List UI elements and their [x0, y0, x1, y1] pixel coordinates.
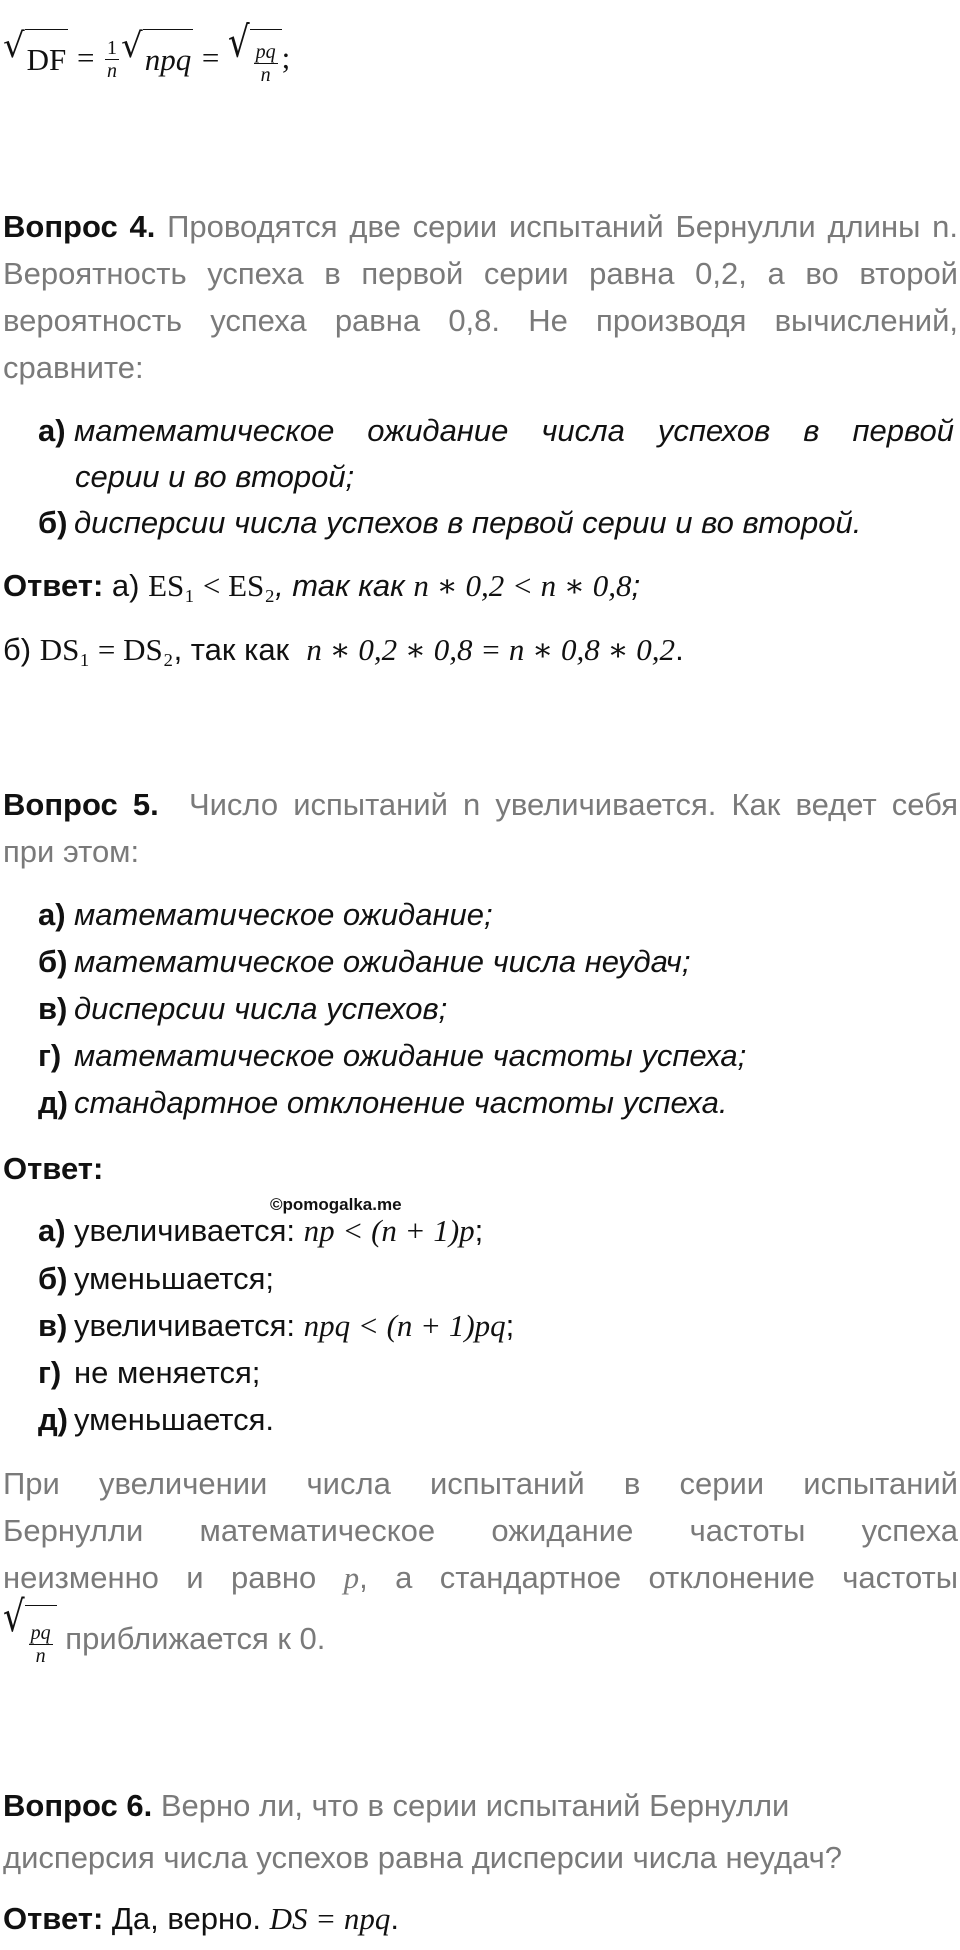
q6-answer: Ответ: Да, верно. DS = npq.: [3, 1901, 400, 1936]
question-5-label: Вопрос 5.: [3, 787, 159, 822]
q5-explanation-line2: Бернулли математическое ожидание частоты успеха: [3, 1513, 958, 1548]
question-6-line2: дисперсия числа успехов равна дисперсии числа неудач?: [3, 1840, 843, 1875]
question-4-label: Вопрос 4.: [3, 209, 156, 244]
q5-answer-c: в) увеличивается: npq < (n + 1)pq;: [38, 1308, 515, 1343]
q5-explanation-line4: √ $\frac{pq}{n}$ приближается к 0.: [3, 1604, 958, 1676]
q5-item-d: г) математическое ожидание частоты успеха;: [38, 1038, 747, 1073]
q5-explanation-line1: При увеличении числа испытаний в серии испытаний: [3, 1466, 958, 1501]
question-4-text: Проводятся две серии испытаний Бернулли длины n. Вероятность успеха в первой серии равна 0,2, а во второй вероятность успеха равна 0,8. Не производя вычислений, сравните:: [3, 209, 958, 385]
q5-answer-d: г) не меняется;: [38, 1355, 261, 1390]
question-6: Вопрос 6. Верно ли, что в серии испытаний Бернулли: [3, 1788, 790, 1823]
q4-answer-b: б) DS₁ = DS₂, так как n ∗ 0,2 ∗ 0,8 = n ∗ 0,8 ∗ 0,2.: [3, 632, 684, 667]
q4-item-a: а) математическое ожидание числа успехов в первой: [38, 413, 954, 448]
question-6-label: Вопрос 6.: [3, 1788, 153, 1823]
q4-answer-a: Ответ: а) ES₁ < ES₂, так как n ∗ 0,2 < n ∗ 0,8;: [3, 568, 641, 603]
q5-answer-label: Ответ:: [3, 1151, 104, 1186]
formula-top: √ DF = $\frac{1}{n}$ √ npq = √ $\frac{pq}{n}$ ;: [3, 28, 958, 90]
sqrt-pq-over-n: √ $\frac{pq}{n}$: [228, 29, 282, 90]
question-5: [3, 781, 958, 875]
q5-answer-a: а) увеличивается: np < (n + 1)p;: [38, 1213, 484, 1248]
sqrt-df: √ DF: [3, 29, 68, 90]
q5-item-b: б) математическое ожидание числа неудач;: [38, 944, 691, 979]
question-5-text: Число испытаний n увеличивается. Как ведет себя при этом:: [3, 787, 959, 869]
sqrt-pq-over-n-2: √ $\frac{pq}{n}$: [3, 1605, 57, 1676]
q5-answer-e: д) уменьшается.: [38, 1402, 275, 1437]
q5-item-e: д) стандартное отклонение частоты успеха.: [38, 1085, 728, 1120]
fraction-1-n: $\frac{1}{n}$: [107, 37, 118, 83]
q5-item-a: а) математическое ожидание;: [38, 897, 493, 932]
q5-explanation-line3: неизменно и равно p, а стандартное отклонение частоты: [3, 1560, 958, 1595]
q4-item-b: б) дисперсии числа успехов в первой серии и во второй.: [38, 505, 862, 540]
question-4: [3, 203, 958, 391]
q5-answer-b: б) уменьшается;: [38, 1261, 275, 1296]
sqrt-npq: √ npq: [121, 29, 193, 90]
q4-item-a-cont: серии и во второй;: [75, 459, 355, 494]
q5-item-c: в) дисперсии числа успехов;: [38, 991, 448, 1026]
watermark: ©pomogalka.me: [270, 1195, 402, 1214]
